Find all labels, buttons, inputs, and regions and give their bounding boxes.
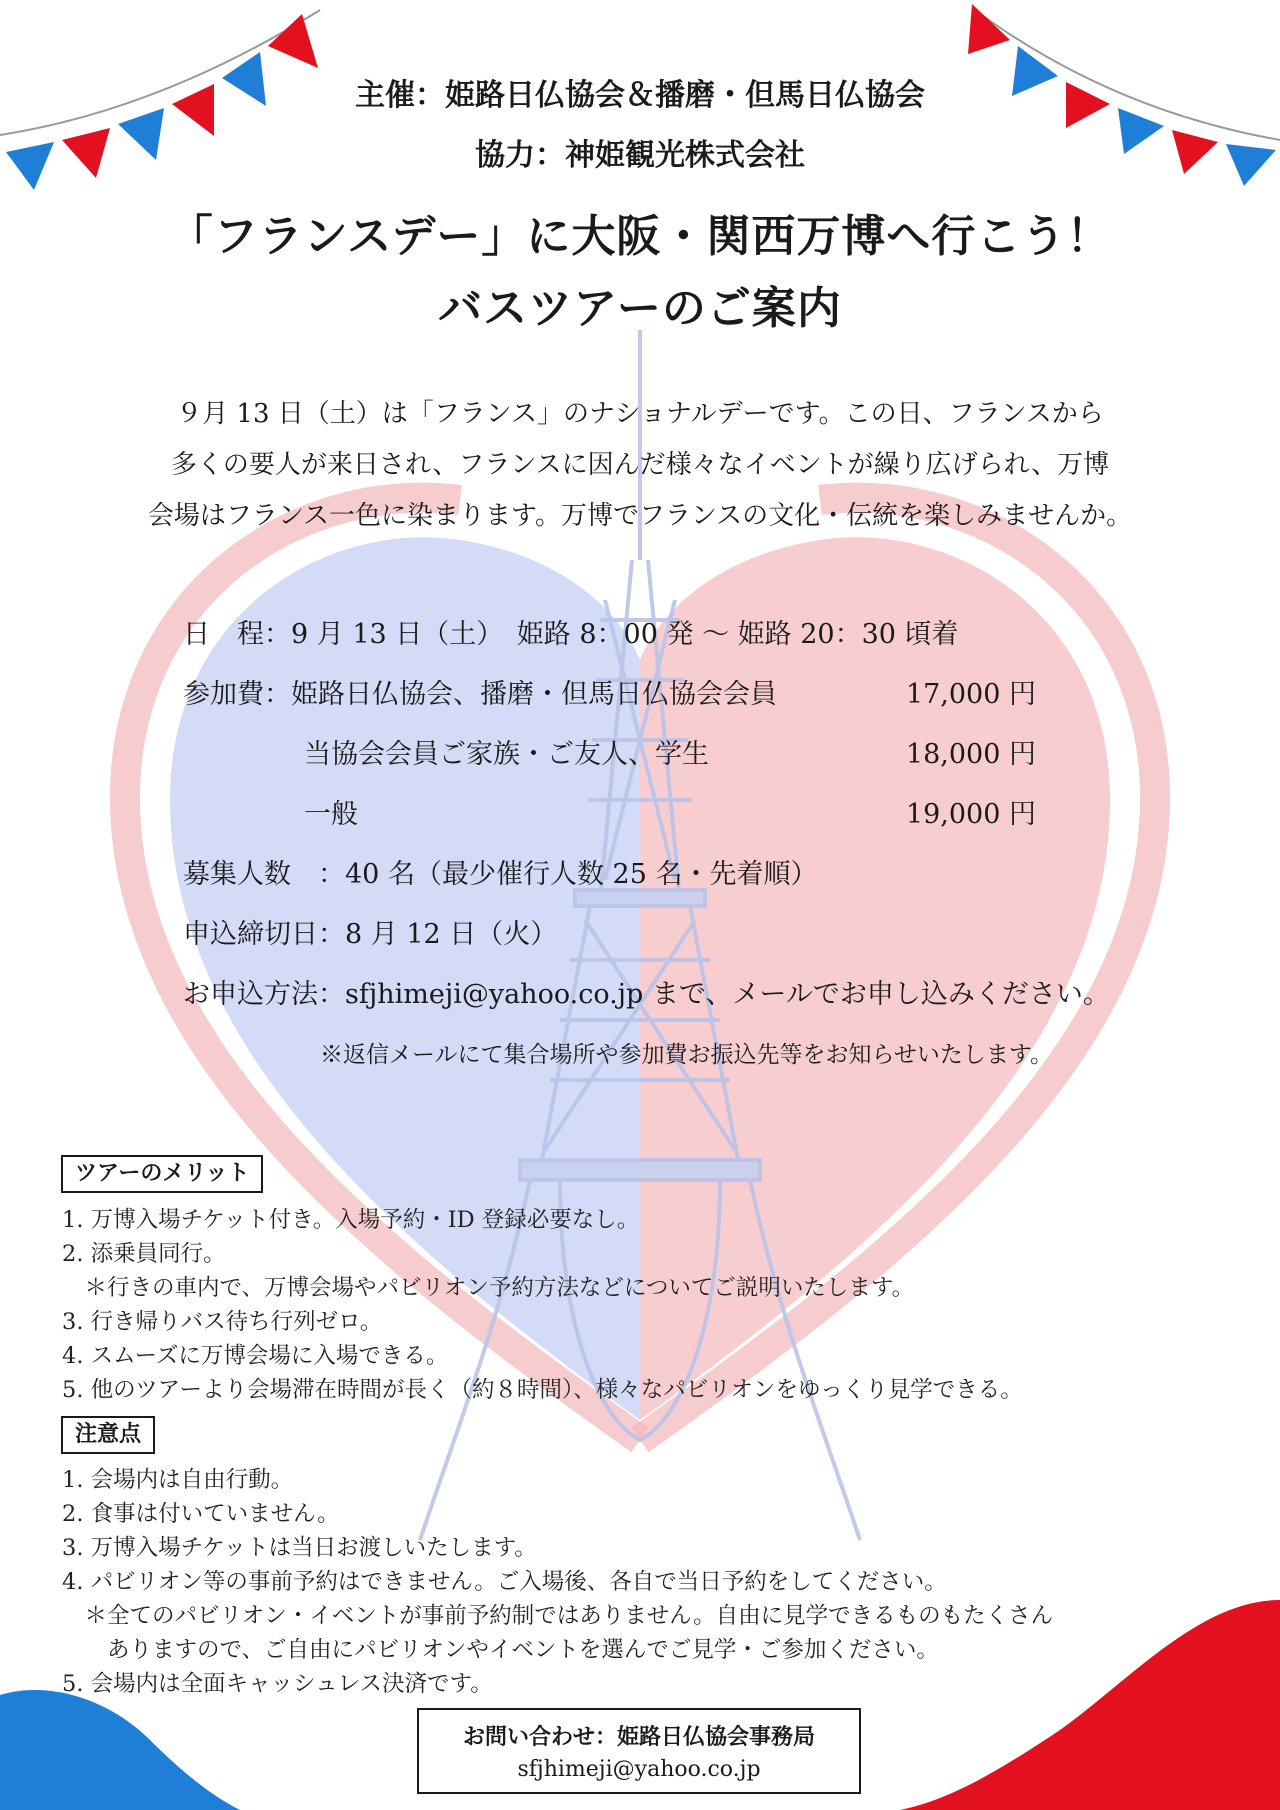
intro-line-2: 多くの要人が来日され、フランスに因んだ様々なイベントが繰り広げられ、万博: [170, 450, 1110, 480]
caution-item: 2. 食事は付いていません。: [62, 1501, 340, 1527]
deadline-line: 申込締切日：8 月 12 日（火）: [183, 919, 558, 950]
merit-item: 4. スムーズに万博会場に入場できる。: [62, 1343, 449, 1369]
merit-item-note: ＊行きの車内で、万博会場やパビリオン予約方法などについてご説明いたします。: [62, 1275, 915, 1301]
organizer-line: 主催：姫路日仏協会＆播磨・但馬日仏協会: [355, 78, 925, 113]
merit-item: 5. 他のツアーより会場滞在時間が長く（約８時間）、様々なパビリオンをゆっくり見学できる。: [62, 1377, 1023, 1403]
schedule-line: 日 程：9 月 13 日（土） 姫路 8：00 発 ～ 姫路 20：30 頃着: [183, 619, 959, 650]
caution-item-note: ＊全てのパビリオン・イベントが事前予約制ではありません。自由に見学できるものもたくさん: [62, 1603, 1054, 1629]
caution-item: 1. 会場内は自由行動。: [62, 1467, 294, 1493]
apply-prefix: お申込方法：: [183, 979, 345, 1010]
merit-item: 1. 万博入場チケット付き。入場予約・ID 登録必要なし。: [62, 1207, 640, 1233]
page-title: 「フランスデー」に大阪・関西万博へ行こう！: [168, 211, 1112, 262]
apply-email-link[interactable]: sfjhimeji@yahoo.co.jp: [345, 979, 644, 1010]
fee-member-price: 17,000 円: [905, 679, 1036, 710]
blue-corner-wave: [0, 1690, 240, 1810]
fee-family-price: 18,000 円: [905, 739, 1036, 770]
caution-item: 4. パビリオン等の事前予約はできません。ご入場後、各自で当日予約をしてください。: [62, 1569, 947, 1595]
merit-item: 2. 添乗員同行。: [62, 1241, 226, 1267]
red-corner-wave: [900, 1600, 1280, 1810]
cooperation-line: 協力：神姫観光株式会社: [475, 138, 805, 173]
caution-item: 3. 万博入場チケットは当日お渡しいたします。: [62, 1535, 537, 1561]
intro-line-3: 会場はフランス一色に染まります。万博でフランスの文化・伝統を楽しみませんか。: [147, 501, 1133, 531]
apply-suffix: まで、メールでお申し込みください。: [643, 979, 1110, 1010]
capacity-line: 募集人数 ：40 名（最少催行人数 25 名・先着順）: [183, 859, 818, 890]
contact-email-link[interactable]: sfjhimeji@yahoo.co.jp: [517, 1757, 761, 1782]
page-subtitle: バスツアーのご案内: [438, 283, 842, 334]
apply-note: ※返信メールにて集合場所や参加費お振込先等をお知らせいたします。: [320, 1042, 1054, 1068]
intro-line-1: ９月 13 日（土）は「フランス」のナショナルデーです。この日、フランスから: [176, 399, 1104, 429]
caution-item: 5. 会場内は全面キャッシュレス決済です。: [62, 1671, 493, 1697]
merit-item: 3. 行き帰りバス待ち行列ゼロ。: [62, 1309, 383, 1335]
contact-label: お問い合わせ：姫路日仏協会事務局: [462, 1725, 815, 1750]
contact-box: [417, 1708, 861, 1794]
merits-heading: ツアーのメリット: [61, 1155, 263, 1193]
caution-item-note: ありますので、ご自由にパビリオンやイベントを選んでご見学・ご参加ください。: [62, 1637, 939, 1663]
cautions-heading: 注意点: [61, 1416, 155, 1454]
fee-family-label: 当協会会員ご家族・ご友人、学生: [304, 739, 709, 770]
apply-line: [183, 972, 1110, 1011]
fee-general-price: 19,000 円: [905, 799, 1036, 830]
fee-general-label: 一般: [304, 799, 358, 830]
fee-member-label: 参加費：姫路日仏協会、播磨・但馬日仏協会会員: [183, 679, 777, 710]
